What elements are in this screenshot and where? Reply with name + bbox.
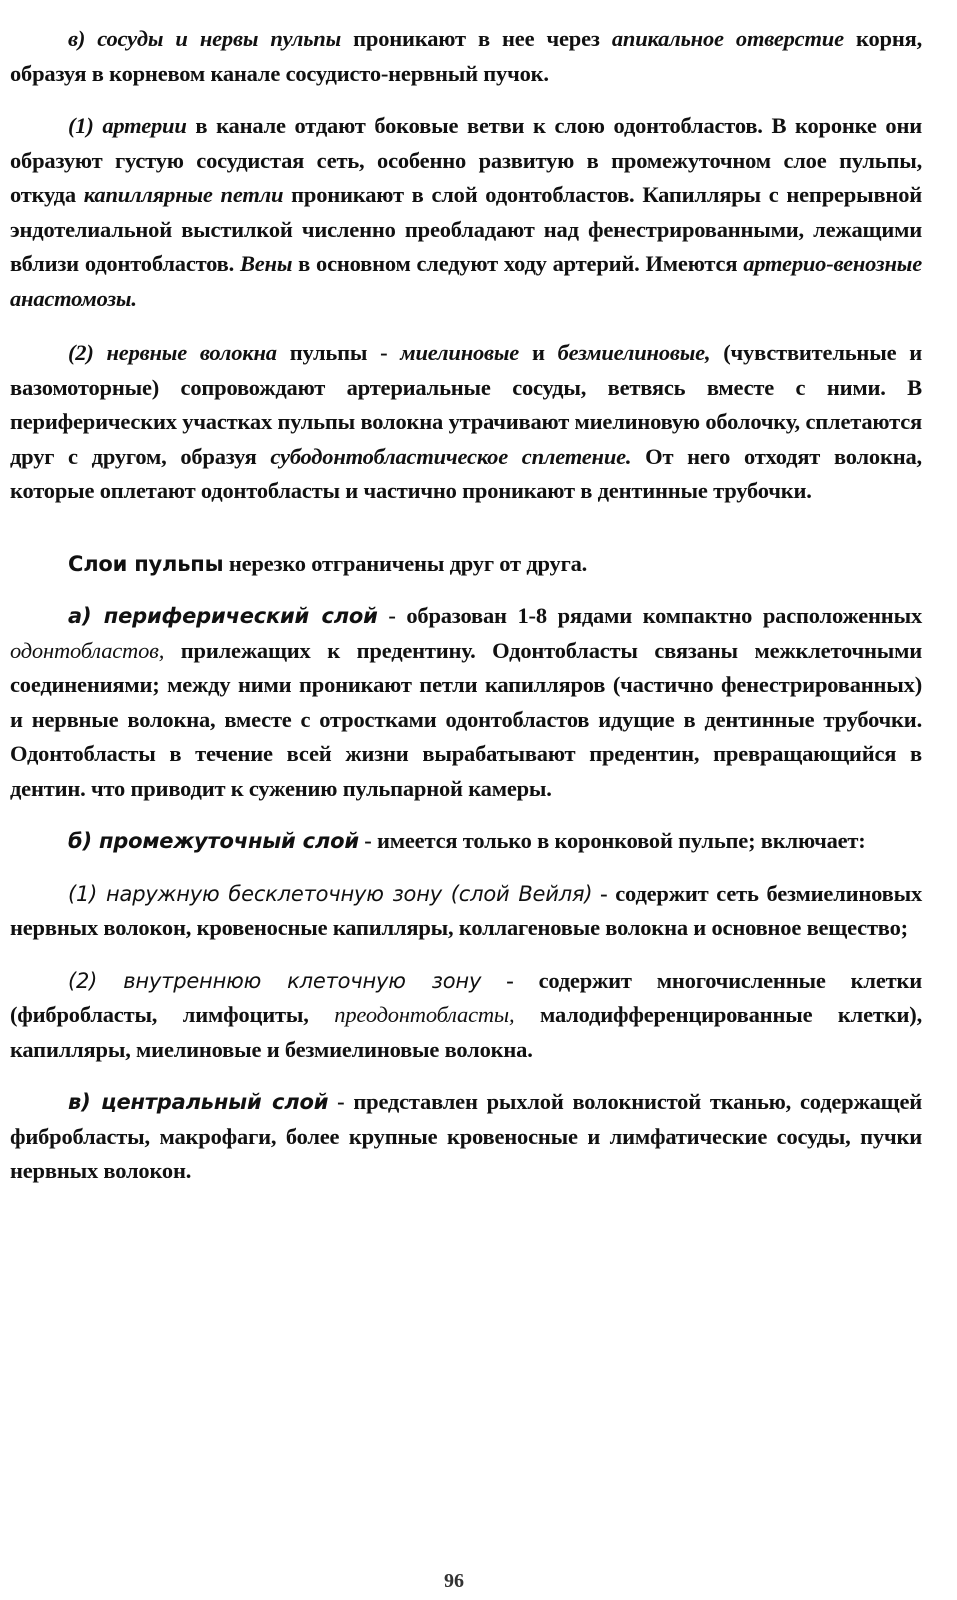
- term-capillary-loops: капиллярные петли: [83, 182, 284, 207]
- paragraph-nerve-fibers: [10, 336, 922, 509]
- paragraph-peripheral-layer: [10, 599, 922, 806]
- heading-outer-zone: (1) наружную бесклеточную зону (слой Вейля): [68, 881, 593, 906]
- heading-peripheral-layer: а) периферический слой: [68, 604, 378, 628]
- term-anastomoses: артерио-венозные анастомозы.: [10, 251, 922, 311]
- text: и: [519, 340, 558, 365]
- text: малодифференцированные клетки), капилляры, миелиновые и безмиелиновые волокна.: [10, 1002, 922, 1062]
- document-page: [10, 22, 922, 1189]
- text: - имеется только в коронковой пульпе; включает:: [358, 828, 866, 853]
- text: нерезко отграничены друг от друга.: [223, 550, 588, 576]
- text: в основном следуют ходу артерий. Имеются: [292, 251, 744, 276]
- text: прилежащих к предентину. Одонтобласты связаны межклеточными соединениями; между ними проникают петли капилляров (частично фенестрированных) и нервные волокна, вместе с отростками одонтобластов идущие в дентинные трубочки. Одонтобласты в течение всей жизни вырабатывают предентин, превращающийся в дентин. что приводит к сужению пульпарной камеры.: [10, 637, 922, 801]
- text: проникают в нее через: [341, 26, 612, 51]
- term-odontoblasts: одонтобластов,: [10, 637, 165, 663]
- text: - представлен рыхлой волокнистой тканью, содержащей фибробласты, макрофаги, более крупные кровеносные и лимфатические сосуды, пучки нервных волокон.: [10, 1089, 922, 1183]
- paragraph-inner-cellular-zone: [10, 964, 922, 1068]
- term-nerve-fibers: (2) нервные волокна: [68, 340, 277, 365]
- heading-intermediate-layer: б) промежуточный слой: [68, 829, 359, 853]
- text: От него отходят волокна, которые оплетают одонтобласты и частично проникают в дентинные трубочки.: [10, 443, 922, 503]
- heading-inner-zone: (2) внутреннюю клеточную зону: [68, 968, 482, 993]
- term-arteries: (1) артерии: [68, 113, 187, 138]
- term-unmyelinated: безмиелиновые,: [557, 340, 711, 365]
- term-apical-foramen: апикальное отверстие: [611, 26, 844, 51]
- text: корня, образуя в корневом канале сосудисто-нервный пучок.: [10, 26, 922, 86]
- paragraph-central-layer: [10, 1085, 922, 1189]
- page-number: 96: [444, 1570, 464, 1592]
- text: в канале отдают боковые ветви к слою одонтобластов. В коронке они образуют густую сосудистая сеть, особенно развитую в промежуточном слое пульпы, откуда: [10, 113, 922, 207]
- paragraph-layers-intro: [10, 547, 922, 582]
- text: - содержит многочисленные клетки (фибробласты, лимфоциты,: [10, 967, 923, 1027]
- text: - содержит сеть безмиелиновых нервных волокон, кровеносные капилляры, коллагеновые волокна и основное вещество;: [10, 880, 923, 940]
- paragraph-intermediate-layer: [10, 824, 922, 859]
- text: - образован 1-8 рядами компактно расположенных: [377, 603, 922, 628]
- term-vessels-nerves: в) сосуды и нервы пульпы: [68, 26, 342, 51]
- term-veins: Вены: [239, 251, 293, 276]
- paragraph-arteries: [10, 109, 922, 316]
- paragraph-vessels-nerves: [10, 22, 922, 91]
- heading-pulp-layers: Слои пульпы: [68, 551, 224, 576]
- heading-central-layer: в) центральный слой: [68, 1090, 329, 1114]
- term-subodontoblastic-plexus: субодонтобластическое сплетение.: [270, 443, 632, 469]
- paragraph-outer-acellular-zone: [10, 877, 922, 946]
- term-myelinated: миелиновые: [400, 340, 520, 365]
- text: пульпы -: [276, 340, 401, 365]
- text: (чувствительные и вазомоторные) сопровождают артериальные сосуды, ветвясь вместе с ними. В периферических участках пульпы волокна утрачивают миелиновую оболочку, сплетаются друг с другом, образуя: [10, 340, 922, 469]
- term-preodontoblasts: преодонтобласты,: [334, 1002, 515, 1027]
- text: проникают в слой одонтобластов. Капилляры с непрерывной эндотелиальной выстилкой численно преобладают над фенестрированными, лежащими вблизи одонтобластов.: [10, 182, 923, 276]
